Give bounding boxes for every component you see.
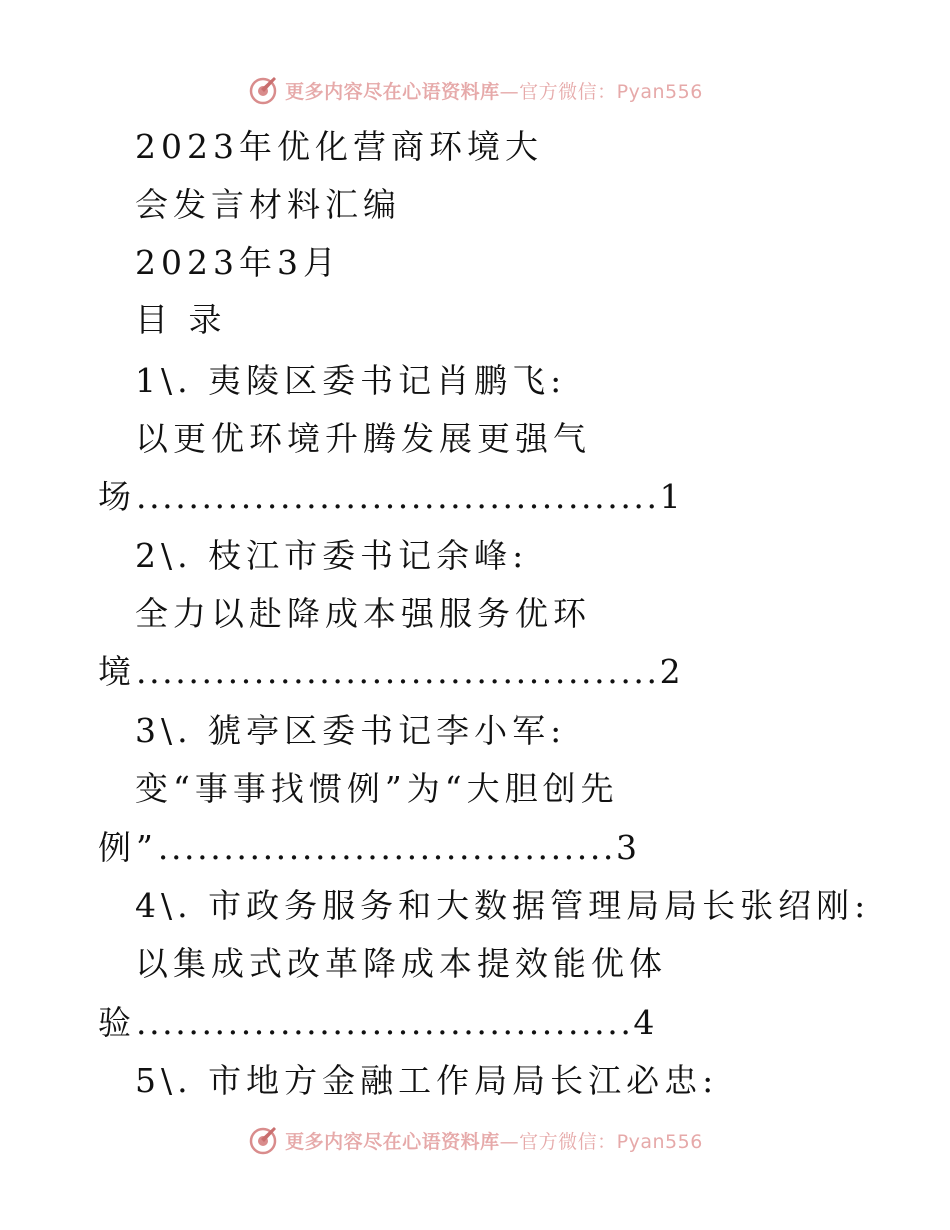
toc-entry-title-tail: 例” <box>98 828 158 867</box>
toc-heading: 目 录 <box>135 300 227 339</box>
watermark-banner-bottom <box>0 1120 950 1160</box>
toc-entry-speaker: 2\. 枝江市委书记余峰: <box>135 536 529 575</box>
toc-dot-leader: ........................................ <box>136 477 660 516</box>
toc-entry-title: 全力以赴降成本强服务优环 <box>135 594 591 633</box>
toc-dot-leader: ...................................... <box>136 1003 634 1042</box>
pen-logo-icon <box>247 74 279 106</box>
toc-entry-title-tail: 境 <box>98 652 136 691</box>
toc-page-number: 2 <box>659 652 681 691</box>
pen-logo-icon <box>247 1124 279 1156</box>
toc-entry-title: 以集成式改革降成本提效能优体 <box>135 944 667 983</box>
toc-entry-leader-line <box>98 652 681 692</box>
watermark-text: 更多内容尽在心语资料库—官方微信：Pyan556 <box>285 80 703 103</box>
toc-entry-speaker: 1\. 夷陵区委书记肖鹏飞: <box>135 361 567 400</box>
toc-dot-leader: ........................................ <box>136 652 660 691</box>
watermark-text: 更多内容尽在心语资料库—官方微信：Pyan556 <box>285 1130 703 1153</box>
toc-entry-title: 以更优环境升腾发展更强气 <box>135 419 591 458</box>
toc-entry-title: 变“事事找惯例”为“大胆创先 <box>135 769 619 808</box>
toc-dot-leader: ................................... <box>157 828 617 867</box>
toc-entry-speaker: 4\. 市政务服务和大数据管理局局长张绍刚: <box>135 886 871 925</box>
toc-page-number: 3 <box>616 828 638 867</box>
toc-page-number: 4 <box>633 1003 655 1042</box>
toc-entry-leader-line <box>98 828 637 868</box>
toc-entry-leader-line <box>98 477 681 517</box>
doc-date: 2023年3月 <box>135 243 341 282</box>
doc-title-line-1: 2023年优化营商环境大 <box>135 127 543 166</box>
toc-entry-speaker: 3\. 猇亭区委书记李小军: <box>135 711 567 750</box>
toc-entry-leader-line <box>98 1003 654 1043</box>
toc-entry-title-tail: 验 <box>98 1003 136 1042</box>
toc-entry-title-tail: 场 <box>98 477 136 516</box>
toc-entry-speaker: 5\. 市地方金融工作局局长江必忠: <box>135 1061 719 1100</box>
doc-title-line-2: 会发言材料汇编 <box>135 185 401 224</box>
watermark-banner-top <box>0 70 950 110</box>
toc-page-number: 1 <box>659 477 681 516</box>
